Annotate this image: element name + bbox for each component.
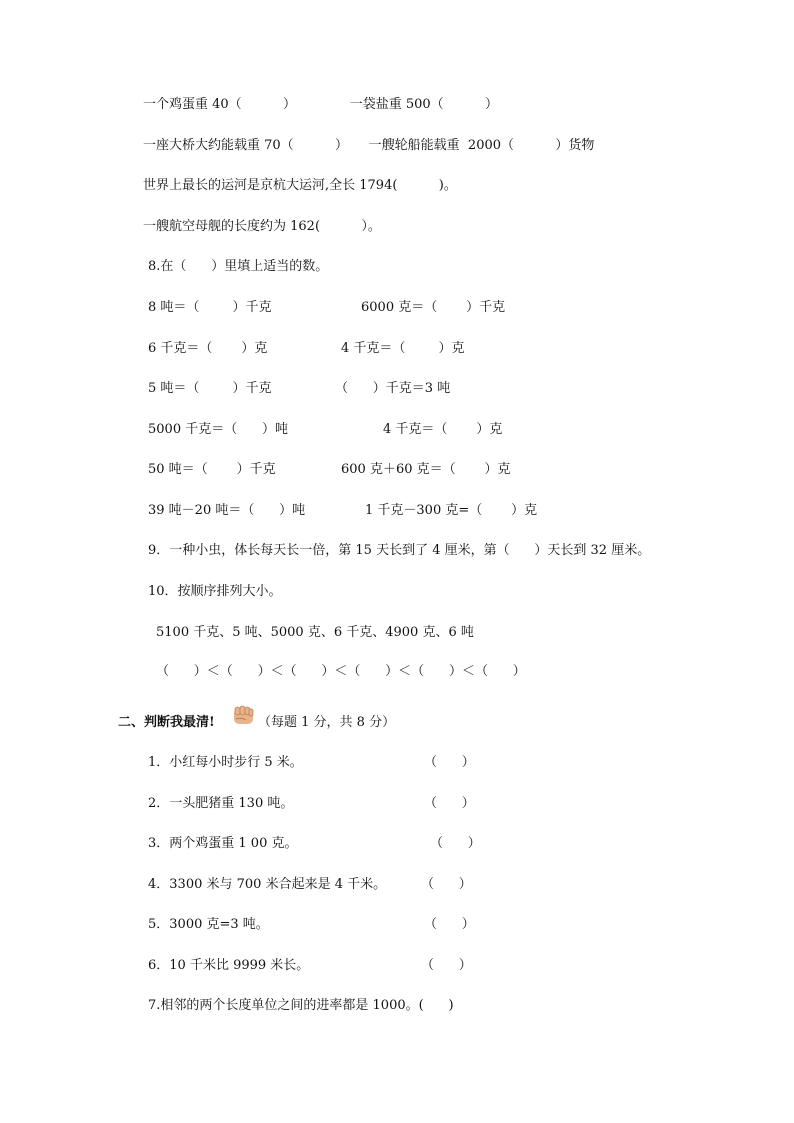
q8-row-3-left: 5 吨＝（ ）千克 bbox=[148, 381, 272, 396]
judge-item-6: 6．10 千米比 9999 米长。 bbox=[148, 958, 310, 973]
q8-title: 8.在（ ）里填上适当的数。 bbox=[148, 259, 329, 274]
q9-text: 9．一种小虫，体长每天长一倍，第 15 天长到了 4 厘米，第（ ）天长到 32 厘米。 bbox=[148, 543, 651, 558]
unit-question-carrier: 一艘航空母舰的长度约为 162( ）。 bbox=[143, 219, 381, 234]
judge-item-2: 2．一头肥猪重 130 吨。 bbox=[148, 796, 294, 811]
q10-order: （ ）＜（ ）＜（ ）＜（ ）＜（ ）＜（ ） bbox=[156, 664, 526, 679]
unit-question-canal: 世界上最长的运河是京杭大运河,全长 1794( )。 bbox=[143, 178, 457, 193]
q8-row-4-right: 4 千克＝（ ）克 bbox=[383, 422, 503, 437]
judge-bracket-4[interactable]: （ ） bbox=[421, 877, 472, 892]
q8-row-1-left: 8 吨＝（ ）千克 bbox=[148, 300, 272, 315]
q8-row-5-right: 600 克＋60 克＝（ ）克 bbox=[341, 462, 511, 477]
judge-item-7: 7.相邻的两个长度单位之间的进率都是 1000。( ) bbox=[148, 998, 454, 1013]
q8-row-3-right: （ ）千克＝3 吨 bbox=[335, 381, 451, 396]
q10-items: 5100 千克、5 吨、5000 克、6 千克、4900 克、6 吨 bbox=[156, 625, 474, 640]
judge-item-5: 5．3000 克=3 吨。 bbox=[148, 917, 269, 932]
section-2-title: 二、判断我最清! bbox=[118, 715, 215, 730]
q8-row-6-right: 1 千克－300 克=（ ）克 bbox=[365, 503, 538, 518]
q8-row-2-left: 6 千克＝（ ）克 bbox=[148, 341, 268, 356]
judge-bracket-1[interactable]: （ ） bbox=[424, 755, 475, 770]
q8-row-5-left: 50 吨＝（ ）千克 bbox=[148, 462, 276, 477]
unit-question-bridge-ship: 一座大桥大约能载重 70（ ） 一艘轮船能载重 2000（ ）货物 bbox=[143, 138, 595, 153]
judge-item-1: 1．小红每小时步行 5 米。 bbox=[148, 755, 303, 770]
fist-icon bbox=[231, 705, 257, 727]
judge-bracket-3[interactable]: （ ） bbox=[430, 836, 481, 851]
section-2-note: （每题 1 分，共 8 分） bbox=[258, 715, 396, 730]
judge-item-3: 3．两个鸡蛋重 1 00 克。 bbox=[148, 836, 298, 851]
q10-title: 10．按顺序排列大小。 bbox=[148, 584, 282, 599]
q8-row-1-right: 6000 克＝（ ）千克 bbox=[361, 300, 506, 315]
q8-row-6-left: 39 吨－20 吨＝（ ）吨 bbox=[148, 503, 306, 518]
unit-question-egg-salt: 一个鸡蛋重 40（ ） 一袋盐重 500（ ） bbox=[143, 97, 498, 112]
judge-item-4: 4．3300 米与 700 米合起来是 4 千米。 bbox=[148, 877, 387, 892]
q8-row-2-right: 4 千克＝（ ）克 bbox=[341, 341, 465, 356]
judge-bracket-2[interactable]: （ ） bbox=[424, 796, 475, 811]
judge-bracket-6[interactable]: （ ） bbox=[421, 958, 472, 973]
q8-row-4-left: 5000 千克＝（ ）吨 bbox=[148, 422, 289, 437]
judge-bracket-5[interactable]: （ ） bbox=[424, 917, 475, 932]
